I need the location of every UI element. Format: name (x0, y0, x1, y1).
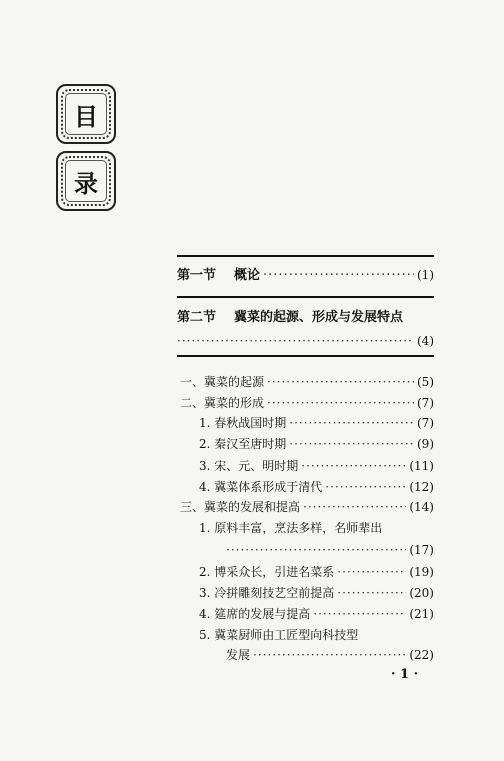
dot-leader (177, 332, 414, 350)
toc-entry-continuation (226, 646, 434, 664)
dot-leader (263, 267, 414, 285)
toc-entry[interactable] (199, 414, 434, 432)
entry-title: 一、冀菜的起源 (180, 375, 265, 389)
title-frame-mu (56, 84, 116, 144)
entry-title: 1. 春秋战国时期 (199, 416, 287, 430)
toc-entry[interactable] (199, 457, 434, 475)
page-number: (11) (409, 459, 434, 473)
section-number: 第一节 (177, 268, 217, 283)
page-number: (21) (409, 607, 434, 621)
dot-leader (325, 478, 406, 496)
section-title: 冀菜的起源、形成与发展特点 (234, 310, 404, 325)
entry-title-continuation: 发展 (226, 648, 251, 662)
rule-lower (177, 355, 434, 357)
dot-leader (313, 605, 406, 623)
toc-entry-continuation (226, 541, 434, 559)
toc-entry[interactable] (180, 373, 434, 391)
entry-title: 二、冀菜的形成 (180, 396, 265, 410)
entry-title: 3. 冷拼雕刻技艺空前提高 (199, 586, 335, 600)
section-number: 第二节 (177, 310, 217, 325)
dot-leader (301, 457, 406, 475)
toc-entry[interactable] (199, 563, 434, 581)
dot-leader (289, 435, 414, 453)
entry-title: 4. 冀菜体系形成于清代 (199, 480, 323, 494)
toc-entry[interactable] (199, 626, 434, 644)
page-number: (17) (409, 543, 434, 557)
toc-entry[interactable] (180, 394, 434, 412)
dot-leader (267, 373, 414, 391)
dot-leader (267, 394, 414, 412)
page-number: (4) (417, 334, 434, 348)
page-number: (14) (409, 500, 434, 514)
page-title-char-2: 录 (74, 169, 98, 198)
toc-entry[interactable] (199, 519, 434, 537)
dot-leader (289, 414, 414, 432)
toc-entry[interactable] (199, 435, 434, 453)
page-number: (9) (417, 437, 434, 451)
page-number: (7) (417, 416, 434, 430)
page-number: (5) (417, 375, 434, 389)
page-number: (12) (409, 480, 434, 494)
page-folio: · 1 · (391, 667, 419, 682)
page-number: (19) (409, 565, 434, 579)
dot-leader (226, 541, 406, 559)
section-title: 概论 (234, 268, 261, 283)
toc-entry[interactable] (180, 498, 434, 516)
entry-title: 3. 宋、元、明时期 (199, 459, 299, 473)
entry-title: 1. 原料丰富，烹法多样，名师辈出 (199, 521, 383, 535)
page-number: (1) (417, 268, 434, 282)
toc-entry[interactable] (199, 584, 434, 602)
page-number: (20) (409, 586, 434, 600)
dot-leader (337, 584, 406, 602)
toc-entry[interactable] (199, 478, 434, 496)
toc-section-1[interactable] (177, 266, 434, 284)
toc-section-2[interactable] (177, 309, 434, 327)
dot-leader (253, 646, 406, 664)
page-title-char-1: 目 (74, 102, 98, 131)
entry-title: 5. 冀菜厨师由工匠型向科技型 (199, 628, 359, 642)
entry-title: 三、冀菜的发展和提高 (180, 500, 301, 514)
dot-leader (303, 498, 406, 516)
entry-title: 2. 博采众长，引进名菜系 (199, 565, 335, 579)
rule-mid (177, 296, 434, 298)
dot-leader (337, 563, 406, 581)
toc-section-2-leader (177, 332, 434, 350)
entry-title: 2. 秦汉至唐时期 (199, 437, 287, 451)
entry-title: 4. 筵席的发展与提高 (199, 607, 311, 621)
page-number: (22) (409, 648, 434, 662)
rule-top (177, 255, 434, 257)
toc-entry[interactable] (199, 605, 434, 623)
page-number: (7) (417, 396, 434, 410)
title-frame-lu (56, 151, 116, 211)
